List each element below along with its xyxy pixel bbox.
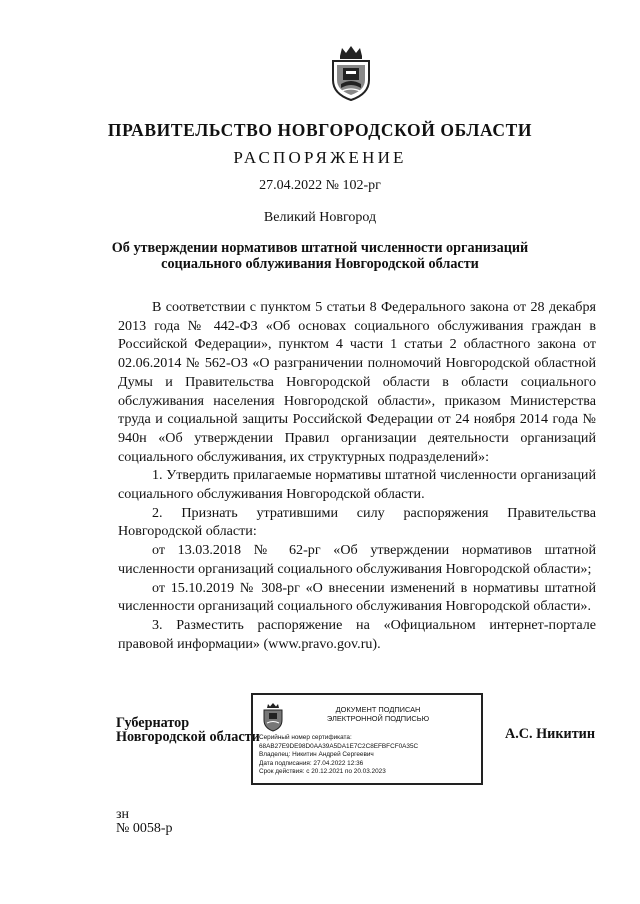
cert-owner: Владелец: Никитин Андрей Сергеевич bbox=[259, 751, 374, 759]
body-paragraph: от 15.10.2019 № 308-рг «О внесении изменений в нормативы штатной численности организаций социального обслуживания Новгородской области». bbox=[118, 579, 596, 615]
document-type: РАСПОРЯЖЕНИЕ bbox=[233, 148, 407, 167]
footer-number: № 0058-р bbox=[116, 821, 173, 836]
body-paragraph: В соответствии с пунктом 5 статьи 8 Федерального закона от 28 декабря 2013 года № 442-ФЗ «Об основах социального обслуживания граждан в Российской Федерации», пунктом 4 части 1 статьи 2 областного закона от 02.06.2014 № 562-ОЗ «О разграничении полномочий Новгородской областной Думы и Правительства Новгородской области в области социального обслуживания населения Новгородской области», приказом Министерства труда и социальной защиты Российской Федерации от 24 ноября 2014 года № 940н «Об утверждении Правил организации деятельности организаций социального обслуживания, их структурных подразделений»: bbox=[118, 299, 596, 465]
date-number: 27.04.2022 № 102-рг bbox=[259, 178, 381, 193]
stamp-coat-of-arms-icon bbox=[261, 702, 285, 732]
city: Великий Новгород bbox=[263, 210, 377, 225]
cert-validity: Срок действия: с 20.12.2021 по 20.03.2023 bbox=[259, 768, 386, 776]
signatory-name: А.С. Никитин bbox=[505, 726, 596, 742]
position-line-2: Новгородской области bbox=[116, 729, 260, 745]
sign-date: Дата подписания: 27.04.2022 12:36 bbox=[259, 759, 364, 767]
stamp-title-1: ДОКУМЕНТ ПОДПИСАН bbox=[335, 705, 421, 714]
position-line-1: Губернатор bbox=[116, 715, 190, 731]
subject-line-1: Об утверждении нормативов штатной численности организаций bbox=[111, 240, 529, 256]
coat-of-arms-icon bbox=[328, 44, 374, 102]
body-paragraph: от 13.03.2018 № 62-рг «Об утверждении нормативов штатной численности организаций социального обслуживания Новгородской области»; bbox=[118, 542, 596, 577]
cert-serial: 68AB27E9DE98D0AA39A5DA1E7C2C8EFBFCF0A35C bbox=[259, 742, 419, 750]
subject-line-2: социального облуживания Новгородской области bbox=[161, 256, 479, 272]
signatory-position bbox=[116, 716, 260, 744]
subject bbox=[0, 240, 640, 272]
document-body bbox=[118, 298, 596, 653]
footer-initials: зн bbox=[116, 807, 130, 822]
footer-registration bbox=[116, 808, 173, 836]
stamp-details bbox=[259, 734, 418, 777]
body-paragraph: 3. Разместить распоряжение на «Официальном интернет-портале правовой информации» (www.pravo.gov.ru). bbox=[118, 616, 596, 652]
electronic-signature-stamp bbox=[251, 693, 483, 785]
stamp-heading bbox=[303, 705, 453, 723]
body-paragraph: 1. Утвердить прилагаемые нормативы штатной численности организаций социального обслуживания Новгородской области. bbox=[118, 467, 596, 503]
stamp-title-2: ЭЛЕКТРОННОЙ ПОДПИСЬЮ bbox=[326, 714, 430, 723]
cert-label: Серийный номер сертификата: bbox=[259, 734, 352, 741]
body-paragraph: 2. Признать утратившими силу распоряжения Правительства Новгородской области: bbox=[118, 504, 596, 540]
government-title: ПРАВИТЕЛЬСТВО НОВГОРОДСКОЙ ОБЛАСТИ bbox=[107, 120, 533, 140]
